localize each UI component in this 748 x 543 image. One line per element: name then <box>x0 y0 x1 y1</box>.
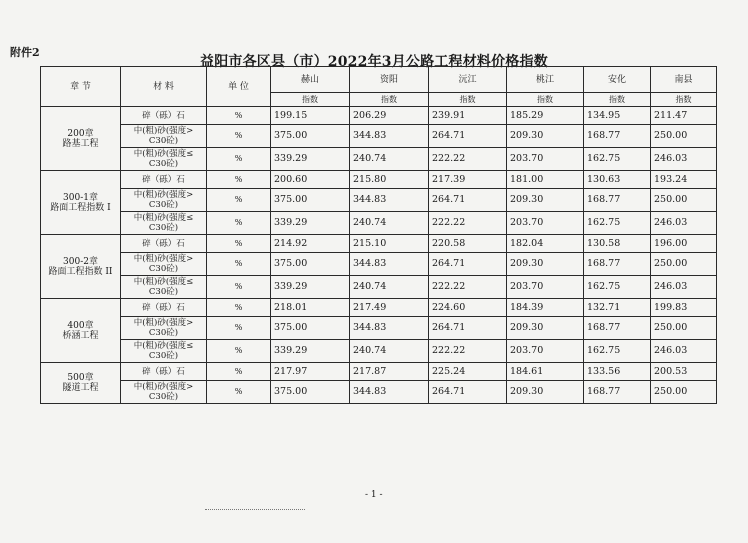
index-value: 339.29 <box>271 340 350 363</box>
index-value: 246.03 <box>651 276 717 299</box>
material-line: 碎（砾）石 <box>142 238 185 249</box>
index-value: 168.77 <box>584 317 651 340</box>
material-cell <box>121 171 207 189</box>
index-value: 203.70 <box>507 340 584 363</box>
page-title: 益阳市各区县（市）2022年3月公路工程材料价格指数 <box>200 54 548 70</box>
material-cell <box>121 381 207 404</box>
material-line: 碎（砾）石 <box>142 174 185 185</box>
material-line: C30砼) <box>148 287 179 297</box>
index-value: 217.87 <box>350 363 429 381</box>
index-value: 222.22 <box>429 148 507 171</box>
index-value: 225.24 <box>429 363 507 381</box>
index-value: 246.03 <box>651 148 717 171</box>
index-value: 162.75 <box>584 148 651 171</box>
material-line: C30砼) <box>148 136 179 146</box>
header-unit: 单 位 <box>207 67 271 107</box>
material-cell <box>121 276 207 299</box>
index-value: 375.00 <box>271 381 350 404</box>
material-cell <box>121 253 207 276</box>
material-line: 中(粗)砂(强度≤ <box>133 213 194 223</box>
index-value: 217.97 <box>271 363 350 381</box>
chapter-cell <box>41 171 121 235</box>
index-value: 209.30 <box>507 125 584 148</box>
index-value: 196.00 <box>651 235 717 253</box>
material-line: 中(粗)砂(强度≤ <box>133 149 194 159</box>
chapter-cell <box>41 107 121 171</box>
index-value: 264.71 <box>429 125 507 148</box>
unit-cell: % <box>207 253 271 276</box>
index-value: 217.49 <box>350 299 429 317</box>
index-value: 222.22 <box>429 340 507 363</box>
header-index-label: 指数 <box>584 93 651 107</box>
index-value: 162.75 <box>584 212 651 235</box>
index-value: 240.74 <box>350 148 429 171</box>
material-line: 中(粗)砂(强度> <box>133 126 194 136</box>
material-cell <box>121 299 207 317</box>
material-line: C30砼) <box>148 392 179 402</box>
header-region: 安化 <box>584 67 651 93</box>
index-value: 217.39 <box>429 171 507 189</box>
unit-cell: % <box>207 212 271 235</box>
material-cell <box>121 125 207 148</box>
material-cell <box>121 317 207 340</box>
chapter-line: 300-2章 <box>63 256 98 267</box>
index-value: 211.47 <box>651 107 717 125</box>
index-value: 200.60 <box>271 171 350 189</box>
material-line: 中(粗)砂(强度> <box>133 190 194 200</box>
table-row <box>41 235 717 253</box>
index-value: 264.71 <box>429 253 507 276</box>
index-value: 203.70 <box>507 212 584 235</box>
material-line: 中(粗)砂(强度≤ <box>133 277 194 287</box>
price-index-table <box>40 66 717 404</box>
material-line: 中(粗)砂(强度> <box>133 254 194 264</box>
table-row <box>41 125 717 148</box>
index-value: 264.71 <box>429 317 507 340</box>
index-value: 246.03 <box>651 212 717 235</box>
table-row <box>41 253 717 276</box>
unit-cell: % <box>207 299 271 317</box>
unit-cell: % <box>207 125 271 148</box>
index-value: 130.63 <box>584 171 651 189</box>
chapter-line: 200章 <box>67 128 94 139</box>
index-value: 240.74 <box>350 340 429 363</box>
header-index-label: 指数 <box>271 93 350 107</box>
chapter-line: 路基工程 <box>62 138 99 149</box>
index-value: 250.00 <box>651 317 717 340</box>
header-region: 南县 <box>651 67 717 93</box>
material-line: C30砼) <box>148 351 179 361</box>
chapter-line: 300-1章 <box>63 192 98 203</box>
unit-cell: % <box>207 317 271 340</box>
header-material: 材 料 <box>121 67 207 107</box>
index-value: 182.04 <box>507 235 584 253</box>
table-row <box>41 340 717 363</box>
material-line: 中(粗)砂(强度> <box>133 318 194 328</box>
index-value: 264.71 <box>429 189 507 212</box>
index-value: 214.92 <box>271 235 350 253</box>
material-cell <box>121 212 207 235</box>
index-value: 222.22 <box>429 212 507 235</box>
index-value: 222.22 <box>429 276 507 299</box>
index-value: 168.77 <box>584 189 651 212</box>
index-value: 132.71 <box>584 299 651 317</box>
unit-cell: % <box>207 171 271 189</box>
index-value: 209.30 <box>507 189 584 212</box>
index-value: 181.00 <box>507 171 584 189</box>
index-value: 264.71 <box>429 381 507 404</box>
index-value: 220.58 <box>429 235 507 253</box>
table-row <box>41 299 717 317</box>
material-line: C30砼) <box>148 328 179 338</box>
table-row <box>41 381 717 404</box>
header-region: 桃江 <box>507 67 584 93</box>
material-line: 中(粗)砂(强度≤ <box>133 341 194 351</box>
unit-cell: % <box>207 381 271 404</box>
table-row <box>41 276 717 299</box>
index-value: 203.70 <box>507 276 584 299</box>
header-region: 赫山 <box>271 67 350 93</box>
index-value: 375.00 <box>271 253 350 276</box>
index-value: 339.29 <box>271 212 350 235</box>
index-value: 184.39 <box>507 299 584 317</box>
index-value: 215.80 <box>350 171 429 189</box>
table-row <box>41 189 717 212</box>
material-cell <box>121 363 207 381</box>
index-value: 200.53 <box>651 363 717 381</box>
chapter-cell <box>41 235 121 299</box>
index-value: 344.83 <box>350 317 429 340</box>
material-line: 碎（砾）石 <box>142 302 185 313</box>
table-row <box>41 363 717 381</box>
index-value: 339.29 <box>271 276 350 299</box>
index-value: 134.95 <box>584 107 651 125</box>
table-row <box>41 171 717 189</box>
index-value: 168.77 <box>584 125 651 148</box>
index-value: 375.00 <box>271 317 350 340</box>
header-index-label: 指数 <box>350 93 429 107</box>
chapter-line: 路面工程指数 I <box>50 202 111 213</box>
chapter-line: 400章 <box>67 320 94 331</box>
header-index-label: 指数 <box>507 93 584 107</box>
unit-cell: % <box>207 363 271 381</box>
header-row <box>41 67 717 93</box>
material-cell <box>121 189 207 212</box>
index-value: 344.83 <box>350 381 429 404</box>
index-value: 209.30 <box>507 381 584 404</box>
unit-cell: % <box>207 235 271 253</box>
chapter-cell <box>41 299 121 363</box>
material-line: C30砼) <box>148 159 179 169</box>
material-cell <box>121 235 207 253</box>
index-value: 218.01 <box>271 299 350 317</box>
pen-mark <box>205 506 305 510</box>
page-number: - 1 - <box>365 490 383 500</box>
index-value: 375.00 <box>271 189 350 212</box>
material-line: C30砼) <box>148 200 179 210</box>
material-line: 碎（砾）石 <box>142 110 185 121</box>
unit-cell: % <box>207 148 271 171</box>
table-row <box>41 317 717 340</box>
index-value: 209.30 <box>507 253 584 276</box>
index-value: 224.60 <box>429 299 507 317</box>
table-row <box>41 148 717 171</box>
index-value: 375.00 <box>271 125 350 148</box>
index-value: 250.00 <box>651 381 717 404</box>
unit-cell: % <box>207 340 271 363</box>
index-value: 344.83 <box>350 125 429 148</box>
index-value: 193.24 <box>651 171 717 189</box>
unit-cell: % <box>207 276 271 299</box>
index-value: 250.00 <box>651 253 717 276</box>
header-region: 资阳 <box>350 67 429 93</box>
index-value: 168.77 <box>584 253 651 276</box>
index-value: 250.00 <box>651 125 717 148</box>
index-value: 239.91 <box>429 107 507 125</box>
index-value: 203.70 <box>507 148 584 171</box>
index-value: 250.00 <box>651 189 717 212</box>
material-line: 碎（砾）石 <box>142 366 185 377</box>
index-value: 215.10 <box>350 235 429 253</box>
index-value: 168.77 <box>584 381 651 404</box>
header-chapter: 章 节 <box>41 67 121 107</box>
index-value: 339.29 <box>271 148 350 171</box>
material-cell <box>121 148 207 171</box>
attachment-label: 附件2 <box>10 46 40 59</box>
index-value: 344.83 <box>350 253 429 276</box>
material-cell <box>121 107 207 125</box>
material-line: 中(粗)砂(强度> <box>133 382 194 392</box>
material-line: C30砼) <box>148 264 179 274</box>
index-value: 206.29 <box>350 107 429 125</box>
index-value: 246.03 <box>651 340 717 363</box>
header-index-label: 指数 <box>429 93 507 107</box>
chapter-line: 500章 <box>67 373 94 383</box>
table-row <box>41 107 717 125</box>
index-value: 184.61 <box>507 363 584 381</box>
index-value: 133.56 <box>584 363 651 381</box>
unit-cell: % <box>207 189 271 212</box>
header-index-label: 指数 <box>651 93 717 107</box>
index-value: 344.83 <box>350 189 429 212</box>
chapter-line: 路面工程指数 II <box>48 266 113 277</box>
chapter-line: 桥涵工程 <box>62 330 99 341</box>
chapter-line: 隧道工程 <box>62 383 99 393</box>
material-line: C30砼) <box>148 223 179 233</box>
index-value: 209.30 <box>507 317 584 340</box>
index-value: 199.15 <box>271 107 350 125</box>
index-value: 130.58 <box>584 235 651 253</box>
index-value: 162.75 <box>584 340 651 363</box>
index-value: 240.74 <box>350 212 429 235</box>
index-value: 162.75 <box>584 276 651 299</box>
header-region: 沅江 <box>429 67 507 93</box>
material-cell <box>121 340 207 363</box>
unit-cell: % <box>207 107 271 125</box>
index-value: 185.29 <box>507 107 584 125</box>
table-row <box>41 212 717 235</box>
chapter-cell <box>41 363 121 404</box>
index-value: 240.74 <box>350 276 429 299</box>
index-value: 199.83 <box>651 299 717 317</box>
